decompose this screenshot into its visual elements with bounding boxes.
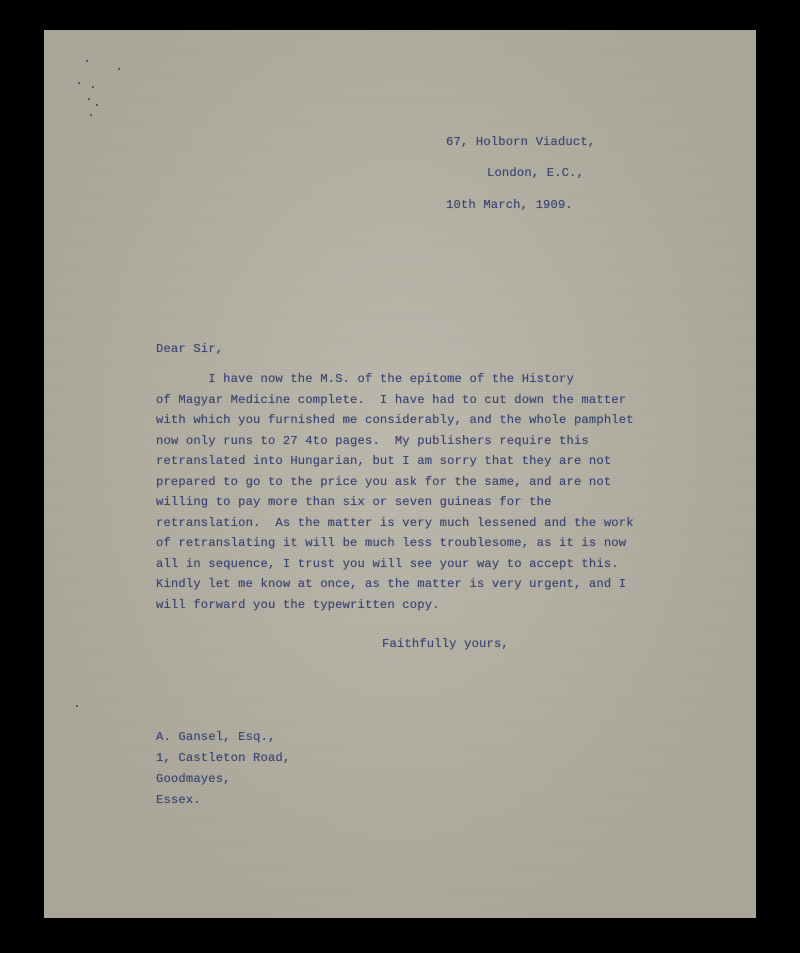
- paper-speck: [92, 86, 94, 88]
- paper-speck: [76, 705, 78, 707]
- body-line: retranslated into Hungarian, but I am sorry that they are not: [156, 454, 612, 468]
- address-line-street: 67, Holborn Viaduct,: [446, 135, 596, 149]
- paper-speck: [78, 82, 80, 84]
- body-line: Kindly let me know at once, as the matter is very urgent, and I: [156, 577, 627, 591]
- body-line: now only runs to 27 4to pages. My publishers require this: [156, 433, 589, 448]
- paper-speck: [90, 114, 92, 116]
- paper-speck: [86, 60, 88, 62]
- body-line: prepared to go to the price you ask for the same, and are not: [156, 474, 612, 489]
- recipient-town: Goodmayes,: [156, 772, 231, 786]
- salutation: Dear Sir,: [156, 342, 224, 356]
- letter-date: 10th March, 1909.: [446, 198, 573, 212]
- closing: Faithfully yours,: [382, 637, 509, 651]
- recipient-street: 1, Castleton Road,: [156, 751, 291, 765]
- paper-speck: [88, 98, 90, 100]
- body-line: willing to pay more than six or seven guineas for the: [156, 495, 552, 509]
- body-line: of retranslating it will be much less troublesome, as it is now: [156, 536, 627, 550]
- body-line: of Magyar Medicine complete. I have had to cut down the matter: [156, 392, 627, 407]
- body-line: with which you furnished me considerably, and the whole pamphlet: [156, 413, 634, 427]
- recipient-name: A. Gansel, Esq.,: [156, 730, 276, 744]
- body-line: retranslation. As the matter is very much lessened and the work: [156, 515, 634, 530]
- recipient-county: Essex.: [156, 793, 201, 807]
- paper-speck: [96, 104, 98, 106]
- paper-speck: [118, 68, 120, 70]
- body-line: all in sequence, I trust you will see your way to accept this.: [156, 556, 619, 571]
- body-line: will forward you the typewritten copy.: [156, 597, 440, 612]
- body-line: I have now the M.S. of the epitome of the History: [156, 372, 574, 386]
- address-line-city: London, E.C.,: [487, 166, 585, 180]
